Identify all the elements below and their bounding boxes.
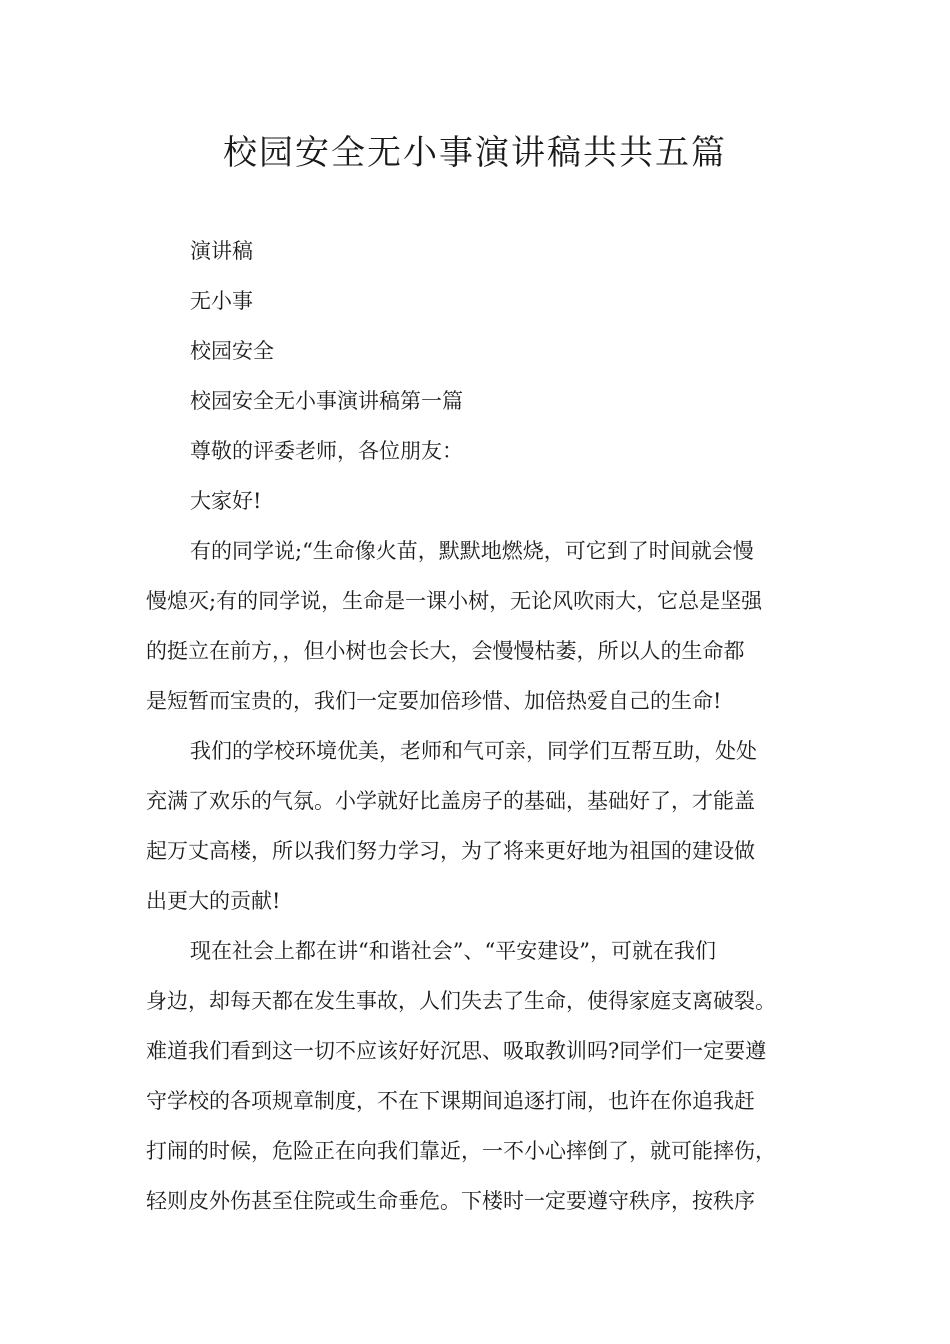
text-line: 身边，却每天都在发生事故，人们失去了生命，使得家庭支离破裂。: [146, 989, 776, 1013]
text-line: 我们的学校环境优美，老师和气可亲，同学们互帮互助，处处: [190, 739, 757, 763]
text-line: 尊敬的评委老师，各位朋友：: [190, 439, 463, 463]
text-line: 起万丈高楼，所以我们努力学习，为了将来更好地为祖国的建设做: [146, 839, 755, 863]
text-line: 的挺立在前方，，但小树也会长大，会慢慢枯萎，所以人的生命都: [146, 639, 745, 663]
text-line: 充满了欢乐的气氛。小学就好比盖房子的基础，基础好了，才能盖: [146, 789, 755, 813]
document-title: 校园安全无小事演讲稿共共五篇: [223, 133, 727, 173]
text-line: 现在社会上都在讲“和谐社会”、“平安建设”，可就在我们: [190, 939, 716, 963]
text-line: 守学校的各项规章制度，不在下课期间追逐打闹，也许在你追我赶: [146, 1089, 755, 1113]
text-line: 有的同学说;“生命像火苗，默默地燃烧，可它到了时间就会慢: [190, 539, 754, 563]
text-line: 校园安全无小事演讲稿第一篇: [190, 389, 463, 413]
text-line: 出更大的贡献!: [146, 889, 281, 913]
text-line: 校园安全: [190, 339, 274, 363]
text-line: 无小事: [190, 289, 253, 313]
document-body: [146, 226, 826, 1226]
text-line: 打闹的时候，危险正在向我们靠近，一不小心摔倒了，就可能摔伤，: [146, 1139, 776, 1163]
text-line: 难道我们看到这一切不应该好好沉思、吸取教训吗?同学们一定要遵: [146, 1039, 767, 1063]
text-line: 慢熄灭;有的同学说，生命是一课小树，无论风吹雨大，它总是坚强: [146, 589, 763, 613]
text-line: 演讲稿: [190, 239, 253, 263]
text-line: 轻则皮外伤甚至住院或生命垂危。下楼时一定要遵守秩序，按秩序: [146, 1189, 755, 1213]
text-line: 是短暂而宝贵的，我们一定要加倍珍惜、加倍热爱自己的生命!: [146, 689, 722, 713]
text-line: 大家好!: [190, 489, 262, 513]
